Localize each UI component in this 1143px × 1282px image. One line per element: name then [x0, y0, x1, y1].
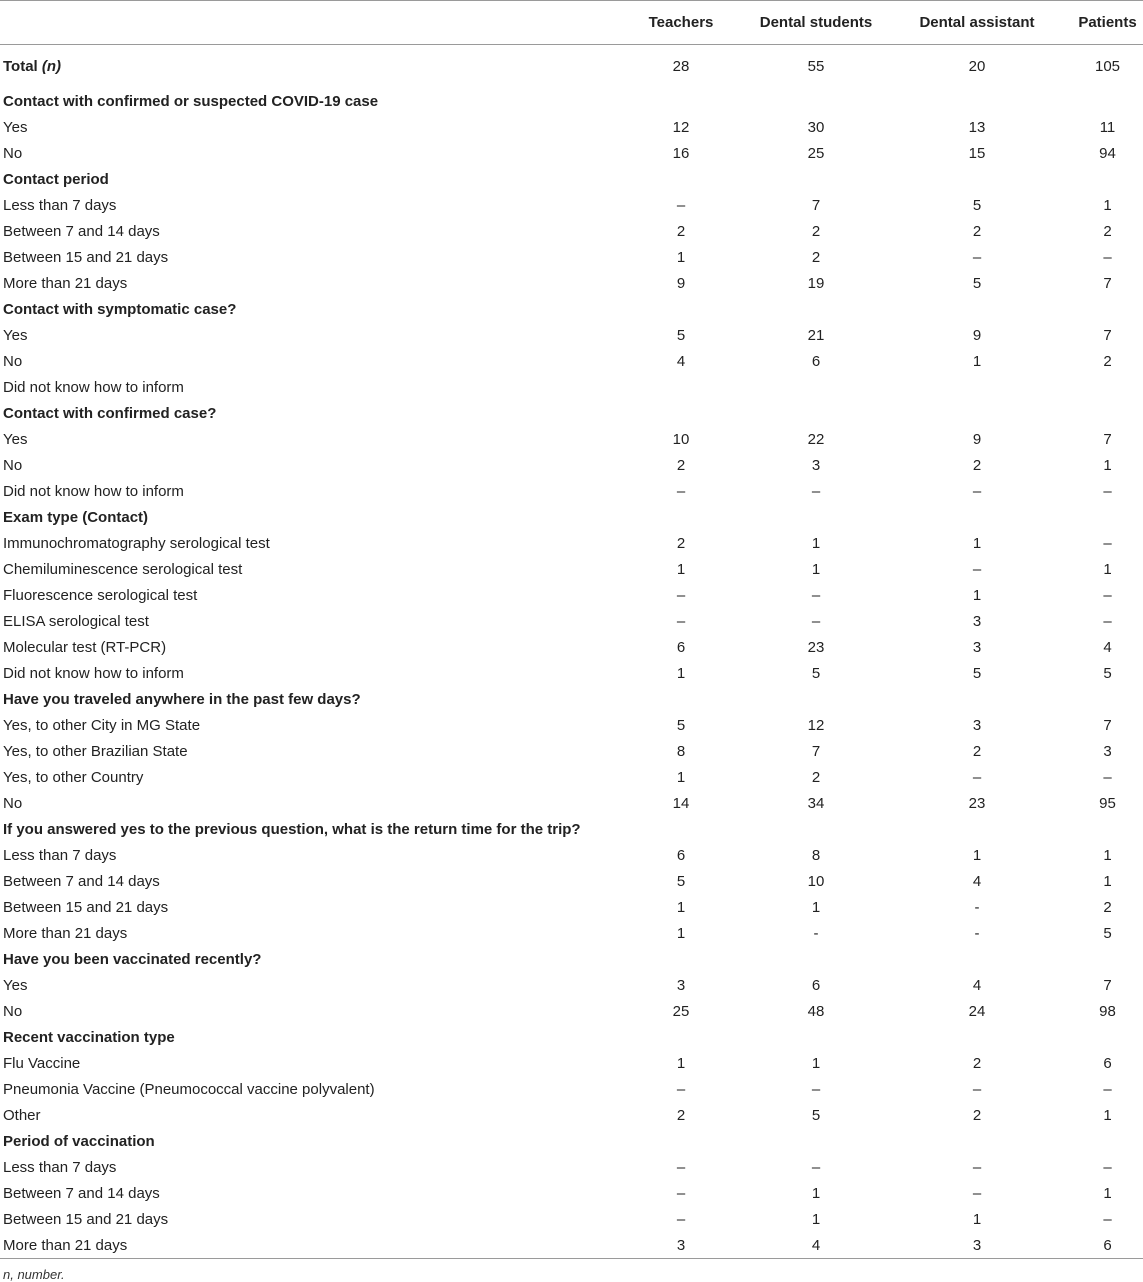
section-title: Contact with symptomatic case?	[3, 301, 237, 318]
cell-dental-students: 22	[807, 431, 825, 448]
section-empty-cell	[1072, 817, 1143, 843]
table-row	[0, 843, 1143, 869]
cell-dental-students: 6	[811, 353, 821, 370]
row-label: Molecular test (RT-PCR)	[3, 639, 167, 656]
section-empty-cell	[612, 505, 750, 531]
table-row	[0, 1103, 1143, 1129]
row-label: Yes, to other Country	[3, 769, 144, 786]
section-empty-cell	[1072, 505, 1143, 531]
cell-dental-assistant: 24	[968, 1003, 986, 1020]
cell-dental-students: 7	[811, 197, 821, 214]
cell-teachers: –	[676, 587, 686, 604]
cell-teachers: 8	[676, 743, 686, 760]
row-label: Pneumonia Vaccine (Pneumococcal vaccine polyvalent)	[3, 1081, 375, 1098]
cell-teachers: 3	[612, 1233, 750, 1259]
cell-dental-students: 2	[811, 249, 821, 266]
section-empty-cell	[882, 947, 1072, 973]
section-title: Period of vaccination	[3, 1133, 155, 1150]
cell-dental-assistant: 2	[972, 1055, 982, 1072]
cell-teachers: 1	[676, 925, 686, 942]
section-header-row	[0, 1129, 1143, 1155]
table-row	[0, 115, 1143, 141]
cell-dental-assistant: 9	[972, 327, 982, 344]
cell-dental-assistant: –	[972, 769, 982, 786]
cell-dental-assistant: 1	[972, 353, 982, 370]
cell-dental-students: 5	[811, 665, 821, 682]
cell-teachers: –	[676, 483, 686, 500]
table-row	[0, 1207, 1143, 1233]
cell-teachers: 5	[676, 327, 686, 344]
section-title: Exam type (Contact)	[3, 509, 149, 526]
table-row	[0, 531, 1143, 557]
section-empty-cell	[612, 1129, 750, 1155]
cell-patients: 6	[1072, 1233, 1143, 1259]
cell-teachers: –	[676, 1081, 686, 1098]
section-header-row	[0, 167, 1143, 193]
cell-dental-assistant: 5	[972, 275, 982, 292]
cell-patients: 11	[1099, 119, 1116, 136]
total-value-dental-students: 55	[807, 58, 825, 76]
cell-teachers: 16	[672, 145, 690, 162]
cell-teachers: 1	[676, 665, 686, 682]
cell-patients: 7	[1103, 431, 1112, 448]
cell-dental-students: 23	[807, 639, 825, 656]
section-empty-cell	[612, 687, 750, 713]
row-label: No	[3, 1003, 23, 1020]
cell-dental-students: 2	[811, 769, 821, 786]
cell-dental-assistant: 9	[972, 431, 982, 448]
table-row	[0, 713, 1143, 739]
row-label: No	[3, 145, 23, 162]
total-row	[0, 45, 1143, 89]
section-empty-cell	[612, 297, 750, 323]
cell-dental-assistant: 3	[972, 613, 982, 630]
cell-patients: 3	[1103, 743, 1112, 760]
cell-dental-assistant: –	[972, 561, 982, 578]
cell-dental-assistant: 1	[972, 587, 982, 604]
cell-teachers: 12	[672, 119, 690, 136]
section-empty-cell	[750, 1025, 882, 1051]
cell-patients: –	[1103, 483, 1112, 500]
cell-dental-students: 8	[811, 847, 821, 864]
table-row	[0, 973, 1143, 999]
row-label: Between 7 and 14 days	[3, 223, 160, 240]
row-label: Did not know how to inform	[3, 379, 184, 396]
cell-dental-assistant: 5	[972, 665, 982, 682]
table-row	[0, 921, 1143, 947]
cell-patients: 7	[1103, 275, 1112, 292]
cell-patients: 6	[1103, 1055, 1112, 1072]
table-row	[0, 609, 1143, 635]
cell-patients: 98	[1099, 1003, 1116, 1020]
cell-patients: 95	[1099, 795, 1116, 812]
cell-dental-assistant: 1	[972, 535, 982, 552]
row-label: Flu Vaccine	[3, 1055, 81, 1072]
cell-patients: 2	[1103, 353, 1112, 370]
cell-teachers: 4	[676, 353, 686, 370]
section-title: Contact with confirmed or suspected COVID-19 case	[3, 93, 379, 110]
cell-dental-students: 10	[807, 873, 825, 890]
row-label: Between 7 and 14 days	[3, 1185, 160, 1202]
section-empty-cell	[1072, 297, 1143, 323]
table-row	[0, 895, 1143, 921]
section-empty-cell	[612, 401, 750, 427]
table-row	[0, 583, 1143, 609]
cell-teachers: 2	[676, 535, 686, 552]
header-teachers: Teachers	[612, 1, 750, 45]
cell-teachers: 1	[676, 769, 686, 786]
section-empty-cell	[1072, 167, 1143, 193]
cell-patients: 7	[1103, 717, 1112, 734]
cell-patients: 5	[1103, 925, 1112, 942]
cell-teachers: –	[676, 1211, 686, 1228]
section-header-row	[0, 1025, 1143, 1051]
cell-dental-students: –	[811, 587, 821, 604]
cell-teachers: 2	[676, 1107, 686, 1124]
cell-teachers: 9	[676, 275, 686, 292]
cell-teachers: 6	[676, 847, 686, 864]
cell-teachers: 2	[676, 457, 686, 474]
row-label: More than 21 days	[0, 1233, 612, 1259]
total-label: Total	[3, 58, 38, 76]
cell-patients: 2	[1103, 223, 1112, 240]
table-row	[0, 349, 1143, 375]
section-empty-cell	[882, 1025, 1072, 1051]
section-empty-cell	[1072, 947, 1143, 973]
cell-teachers: 2	[676, 223, 686, 240]
section-empty-cell	[882, 1129, 1072, 1155]
table-row	[0, 999, 1143, 1025]
cell-dental-assistant	[882, 375, 1072, 401]
cell-teachers: 5	[676, 873, 686, 890]
section-header-row	[0, 89, 1143, 115]
section-title: If you answered yes to the previous question, what is the return time for the trip?	[3, 821, 581, 838]
section-header-row	[0, 401, 1143, 427]
cell-dental-students: 12	[807, 717, 825, 734]
row-label: Yes	[3, 977, 28, 994]
table-row	[0, 635, 1143, 661]
cell-patients: –	[1103, 1211, 1112, 1228]
total-value-dental-assistant: 20	[968, 58, 986, 76]
cell-patients: –	[1103, 769, 1112, 786]
cell-dental-students: 6	[811, 977, 821, 994]
cell-dental-students	[750, 375, 882, 401]
table-row	[0, 1051, 1143, 1077]
section-empty-cell	[750, 89, 882, 115]
cell-teachers: 3	[676, 977, 686, 994]
cell-dental-assistant: -	[974, 899, 980, 916]
cell-teachers: 1	[676, 899, 686, 916]
cell-dental-assistant: 3	[882, 1233, 1072, 1259]
header-empty-cell	[0, 1, 612, 45]
cell-dental-students: 30	[807, 119, 825, 136]
cell-patients: –	[1103, 249, 1112, 266]
cell-dental-assistant: –	[972, 249, 982, 266]
section-empty-cell	[612, 947, 750, 973]
cell-dental-students: –	[811, 1159, 821, 1176]
section-empty-cell	[750, 401, 882, 427]
row-label: Yes	[3, 431, 28, 448]
cell-dental-assistant: 3	[972, 717, 982, 734]
section-header-row	[0, 505, 1143, 531]
cell-teachers: 1	[676, 249, 686, 266]
cell-dental-students: 19	[807, 275, 825, 292]
cell-patients: 7	[1103, 977, 1112, 994]
total-label-cell	[0, 45, 612, 89]
cell-patients: 1	[1103, 873, 1112, 890]
cell-dental-students: 21	[807, 327, 825, 344]
row-label: Yes, to other Brazilian State	[3, 743, 188, 760]
cell-dental-students: 5	[811, 1107, 821, 1124]
cell-teachers: –	[676, 1159, 686, 1176]
table-row	[0, 193, 1143, 219]
table-row	[0, 219, 1143, 245]
section-empty-cell	[612, 1025, 750, 1051]
cell-dental-assistant: 2	[972, 223, 982, 240]
table-row	[0, 271, 1143, 297]
table-body	[0, 45, 1143, 1259]
cell-teachers: 14	[672, 795, 690, 812]
cell-dental-students: 1	[811, 1185, 821, 1202]
cell-dental-students: 48	[807, 1003, 825, 1020]
cell-patients: 2	[1103, 899, 1112, 916]
cell-dental-assistant: 4	[972, 977, 982, 994]
header-row	[0, 1, 1143, 45]
section-empty-cell	[882, 297, 1072, 323]
section-empty-cell	[750, 817, 882, 843]
table-row	[0, 765, 1143, 791]
cell-patients: 1	[1103, 457, 1112, 474]
section-title: Contact period	[3, 171, 109, 188]
row-label: Did not know how to inform	[3, 483, 184, 500]
section-empty-cell	[882, 167, 1072, 193]
cell-dental-students: –	[811, 613, 821, 630]
cell-patients: 1	[1103, 1185, 1112, 1202]
cell-patients: 4	[1103, 639, 1112, 656]
row-label: Between 15 and 21 days	[3, 899, 169, 916]
row-label: Other	[3, 1107, 41, 1124]
section-header-row	[0, 297, 1143, 323]
cell-teachers: –	[676, 197, 686, 214]
row-label: ELISA serological test	[3, 613, 149, 630]
row-label: Chemiluminescence serological test	[3, 561, 243, 578]
section-header-row	[0, 817, 1143, 843]
row-label: More than 21 days	[3, 275, 128, 292]
row-label: More than 21 days	[3, 925, 128, 942]
cell-dental-students: 1	[811, 561, 821, 578]
total-value-patients: 105	[1094, 58, 1121, 76]
table-row	[0, 739, 1143, 765]
section-title: Have you traveled anywhere in the past few days?	[3, 691, 361, 708]
cell-patients: 94	[1099, 145, 1116, 162]
section-title: Recent vaccination type	[3, 1029, 175, 1046]
cell-dental-students: 1	[811, 1211, 821, 1228]
section-header-row	[0, 947, 1143, 973]
section-empty-cell	[882, 505, 1072, 531]
cell-patients: –	[1103, 1159, 1112, 1176]
cell-dental-students: -	[813, 925, 819, 942]
table-row	[0, 557, 1143, 583]
cell-dental-assistant: –	[972, 1159, 982, 1176]
cell-teachers: –	[676, 1185, 686, 1202]
table-row	[0, 661, 1143, 687]
section-empty-cell	[612, 817, 750, 843]
cell-dental-students: 1	[811, 1055, 821, 1072]
cell-dental-assistant: 13	[968, 119, 986, 136]
row-label: Fluorescence serological test	[3, 587, 198, 604]
total-value-teachers: 28	[672, 58, 690, 76]
cell-patients: 1	[1103, 847, 1112, 864]
section-title: Have you been vaccinated recently?	[3, 951, 262, 968]
cell-patients: 5	[1103, 665, 1112, 682]
table-row	[0, 1077, 1143, 1103]
cell-dental-students: –	[811, 1081, 821, 1098]
cell-teachers: 1	[676, 561, 686, 578]
cell-teachers: –	[676, 613, 686, 630]
section-empty-cell	[882, 687, 1072, 713]
table-row	[0, 245, 1143, 271]
cell-dental-students: 34	[807, 795, 825, 812]
cell-dental-assistant: 2	[972, 457, 982, 474]
section-empty-cell	[750, 167, 882, 193]
section-empty-cell	[1072, 1129, 1143, 1155]
cell-patients: –	[1103, 1081, 1112, 1098]
header-dental-assistant: Dental assistant	[882, 1, 1072, 45]
table-row	[0, 1155, 1143, 1181]
cell-teachers: 25	[672, 1003, 690, 1020]
section-empty-cell	[882, 89, 1072, 115]
section-empty-cell	[612, 167, 750, 193]
cell-dental-students: –	[811, 483, 821, 500]
cell-dental-students: 4	[750, 1233, 882, 1259]
table-row	[0, 427, 1143, 453]
section-empty-cell	[882, 817, 1072, 843]
cell-patients: –	[1103, 587, 1112, 604]
cell-dental-assistant: 1	[972, 1211, 982, 1228]
row-label: Less than 7 days	[3, 197, 117, 214]
table-header	[0, 1, 1143, 45]
section-empty-cell	[750, 505, 882, 531]
row-label: Yes, to other City in MG State	[3, 717, 201, 734]
cell-dental-assistant: 2	[972, 1107, 982, 1124]
table-row	[0, 453, 1143, 479]
table-row	[0, 791, 1143, 817]
cell-teachers: 10	[672, 431, 690, 448]
section-empty-cell	[1072, 1025, 1143, 1051]
row-label: Between 15 and 21 days	[3, 1211, 169, 1228]
table-footnote: n, number.	[3, 1267, 65, 1282]
section-empty-cell	[1072, 687, 1143, 713]
cell-dental-assistant: 15	[968, 145, 986, 162]
table-row	[0, 479, 1143, 505]
row-label: Less than 7 days	[3, 847, 117, 864]
table-row	[0, 1233, 1143, 1259]
cell-dental-assistant: 5	[972, 197, 982, 214]
section-empty-cell	[1072, 89, 1143, 115]
cell-dental-assistant: 23	[968, 795, 986, 812]
section-empty-cell	[882, 401, 1072, 427]
cell-dental-students: 1	[811, 535, 821, 552]
section-empty-cell	[612, 89, 750, 115]
cell-patients: –	[1103, 535, 1112, 552]
row-label: Yes	[3, 327, 28, 344]
cell-patients: 1	[1103, 561, 1112, 578]
cell-patients	[1072, 375, 1143, 401]
cell-dental-assistant: 4	[972, 873, 982, 890]
cell-patients: –	[1103, 613, 1112, 630]
header-patients: Patients	[1072, 1, 1143, 45]
cell-dental-assistant: –	[972, 1185, 982, 1202]
cell-dental-students: 3	[811, 457, 821, 474]
row-label: Between 15 and 21 days	[3, 249, 169, 266]
row-label: No	[3, 795, 23, 812]
row-label: No	[3, 457, 23, 474]
cell-dental-assistant: –	[972, 483, 982, 500]
row-label: Less than 7 days	[3, 1159, 117, 1176]
row-label: Between 7 and 14 days	[3, 873, 160, 890]
table-row	[0, 1181, 1143, 1207]
section-empty-cell	[750, 1129, 882, 1155]
table-row	[0, 375, 1143, 401]
table-row	[0, 869, 1143, 895]
section-title: Contact with confirmed case?	[3, 405, 217, 422]
section-empty-cell	[750, 687, 882, 713]
cell-dental-assistant: 3	[972, 639, 982, 656]
cell-teachers: 5	[676, 717, 686, 734]
row-label: No	[3, 353, 23, 370]
section-empty-cell	[750, 947, 882, 973]
section-empty-cell	[1072, 401, 1143, 427]
cell-dental-students: 1	[811, 899, 821, 916]
header-dental-students: Dental students	[750, 1, 882, 45]
cell-dental-assistant: –	[972, 1081, 982, 1098]
cell-teachers	[612, 375, 750, 401]
cell-dental-students: 25	[807, 145, 825, 162]
row-label: Yes	[3, 119, 28, 136]
cell-patients: 1	[1103, 1107, 1112, 1124]
row-label: Immunochromatography serological test	[3, 535, 270, 552]
cell-dental-students: 7	[811, 743, 821, 760]
total-n-label: (n)	[41, 58, 62, 76]
table-row	[0, 323, 1143, 349]
section-empty-cell	[750, 297, 882, 323]
cell-patients: 7	[1103, 327, 1112, 344]
section-header-row	[0, 687, 1143, 713]
cell-teachers: 6	[676, 639, 686, 656]
cell-dental-students: 2	[811, 223, 821, 240]
row-label: Did not know how to inform	[3, 665, 184, 682]
table-row	[0, 141, 1143, 167]
cell-patients: 1	[1103, 197, 1112, 214]
cell-dental-assistant: 2	[972, 743, 982, 760]
cell-dental-assistant: -	[974, 925, 980, 942]
cell-dental-assistant: 1	[972, 847, 982, 864]
cell-teachers: 1	[676, 1055, 686, 1072]
